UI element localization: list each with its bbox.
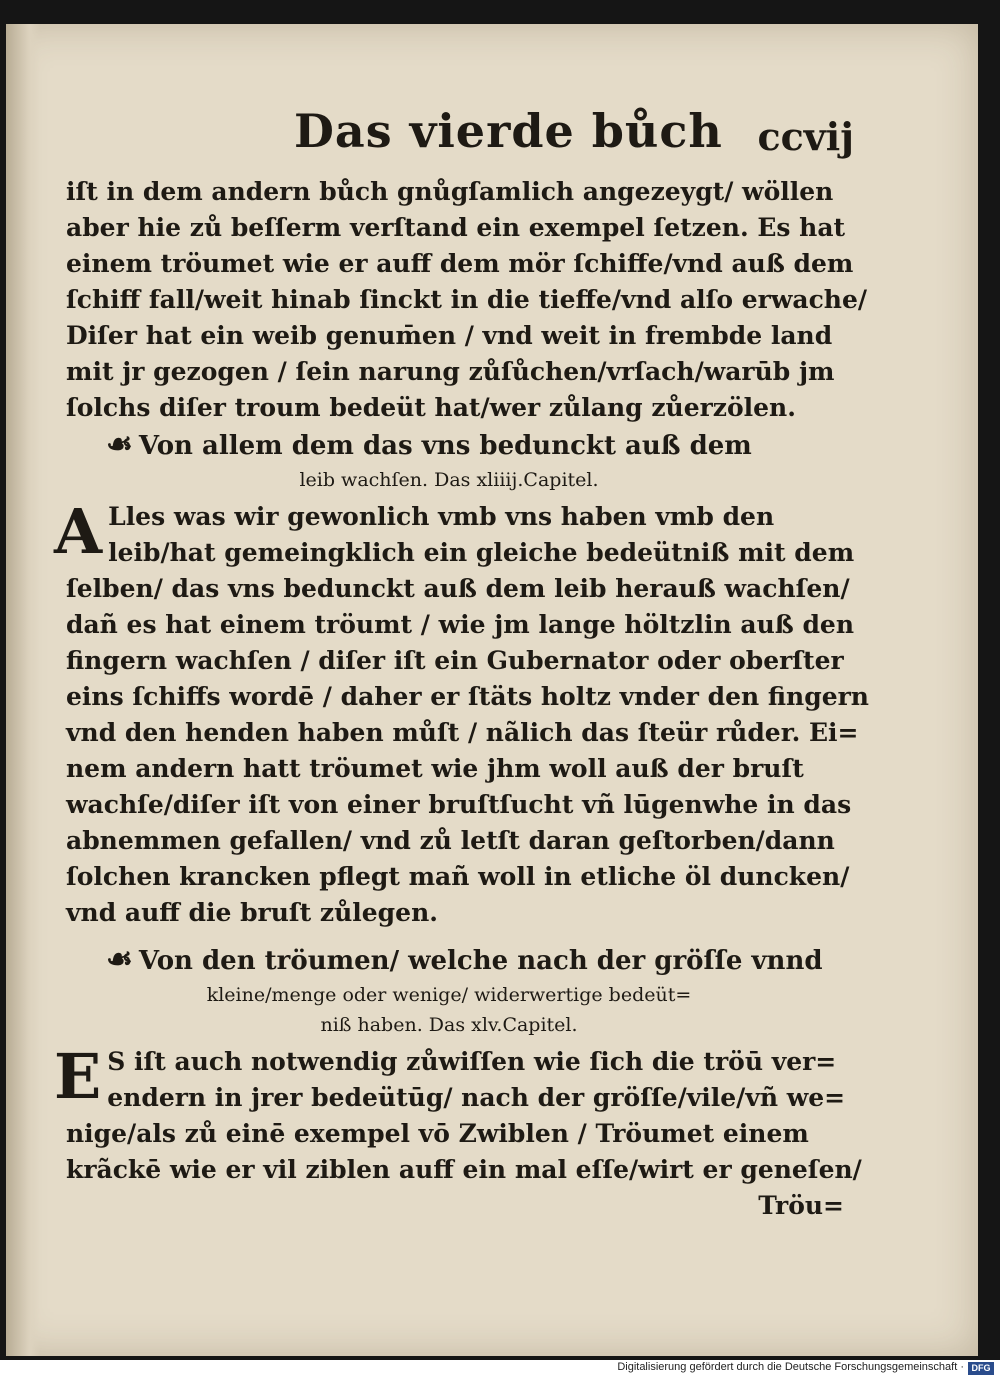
chapter-heading (106, 941, 844, 980)
dfg-logo-icon: DFG (968, 1362, 994, 1375)
page-content (54, 84, 869, 1224)
text-line: abnemmen gefallen/ vnd zů letſt daran geſtorben/dann (66, 826, 835, 855)
initial-letter: A (54, 495, 103, 568)
text-line: mit jr gezogen / ſein narung zůſůchen/vrſach/warūb jm (66, 357, 835, 386)
text-line: nige/als zů einē exempel vō Zwiblen / Tröumet einem (66, 1119, 809, 1148)
chapter-44 (54, 426, 869, 931)
pilcrow-icon: ☙ (106, 942, 133, 977)
text-line: vnd auff die bruſt zůlegen. (66, 898, 438, 927)
text-line: endern in jrer bedeütūg/ nach der gröſſe/vile/vñ we= (107, 1083, 846, 1112)
text-line: ſolchs diſer troum bedeüt hat/wer zůlang zůerzölen. (66, 393, 796, 422)
chapter-heading (106, 426, 844, 465)
text-line: nem andern hatt tröumet wie jhm woll auß der bruſt (66, 754, 804, 783)
page-gutter (6, 24, 40, 1356)
chapter-heading-line: niß haben. Das xlv.Capitel. (320, 1014, 578, 1036)
text-line: Lles was wir gewonlich vmb vns haben vmb den (108, 502, 775, 531)
text-line: leib/hat gemeingklich ein gleiche bedeütniß mit dem (108, 538, 855, 567)
chapter-heading-text: Von den tröumen/ welche nach der gröſſe vnnd (138, 946, 823, 976)
text-line: ſelben/ das vns bedunckt auß dem leib herauß wachſen/ (66, 574, 850, 603)
text-line: vnd den henden haben můſt / nãlich das ſteür růder. Ei= (66, 718, 859, 747)
text-line: ſolchen krancken pflegt mañ woll in etliche öl duncken/ (66, 862, 850, 891)
chapter-heading-text: Von allem dem das vns bedunckt auß dem (138, 431, 752, 461)
folio-number: ccvij (757, 114, 854, 159)
initial-letter: E (54, 1040, 102, 1113)
text-line: eins ſchiffs wordē / daher er ſtäts holtz vnder den fingern (66, 682, 869, 711)
chapter-paragraph (54, 1040, 862, 1188)
funding-credit: Digitalisierung gefördert durch die Deutsche Forschungsgemeinschaft · (617, 1361, 964, 1373)
text-line: dañ es hat einem tröumt / wie jm lange höltzlin auß den (66, 610, 855, 639)
chapter-paragraph (54, 495, 869, 931)
text-line: ſchiff fall/weit hinab ſinckt in die tieffe/vnd alſo erwache/ (66, 285, 868, 314)
intro-paragraph (54, 174, 868, 426)
chapter-heading-line: kleine/menge oder wenige/ widerwertige bedeüt= (206, 984, 692, 1006)
text-line: iſt in dem andern bůch gnůgſamlich angezeygt/ wöllen (66, 177, 834, 206)
pilcrow-icon: ☙ (106, 427, 133, 462)
text-line: Diſer hat ein weib genum̄en / vnd weit in frembde land (66, 321, 833, 350)
chapter-heading-line: leib wachſen. Das xliiij.Capitel. (299, 469, 599, 491)
text-line: krãckē wie er vil ziblen auff ein mal eſſe/wirt er geneſen/ (66, 1155, 862, 1184)
text-line: wachſe/diſer iſt von einer bruſtſucht vñ lūgenwhe in das (66, 790, 852, 819)
credit-bar (0, 1360, 1000, 1378)
catchword: Tröu= (758, 1191, 844, 1220)
chapter-45 (54, 941, 862, 1224)
book-page (6, 24, 978, 1356)
text-line: S iſt auch notwendig zůwiſſen wie ſich die tröū ver= (107, 1047, 837, 1076)
running-head (54, 84, 854, 174)
page-title: Das vierde bůch (294, 104, 723, 158)
text-line: fingern wachſen / diſer iſt ein Gubernator oder oberſter (66, 646, 844, 675)
text-line: einem tröumet wie er auff dem mör ſchiffe/vnd auß dem (66, 249, 854, 278)
text-line: aber hie zů beſſerm verſtand ein exempel ſetzen. Es hat (66, 213, 846, 242)
